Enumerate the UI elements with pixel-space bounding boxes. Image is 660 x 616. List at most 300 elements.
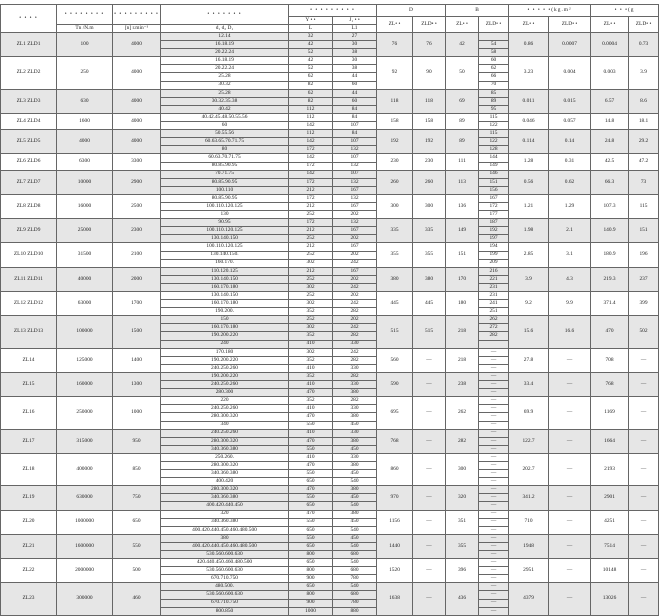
b-zld-cell: — [479,421,509,429]
d-zld-cell: 118 [413,89,446,113]
mass-zl-cell: 4251 [591,510,629,534]
torque-cell: 1600 [57,113,113,129]
bore-cell: 420.440.450.460.480.500 [161,559,289,567]
mass-zl-cell: 470 [591,316,629,348]
model-cell: ZL6 ZLD6 [1,154,57,170]
length-l1-cell: 132 [333,178,377,186]
length-l-cell: 470 [289,486,333,494]
b-zld-cell: 192 [479,227,509,235]
length-l-cell: 112 [289,113,333,121]
length-l-cell: 142 [289,122,333,130]
b-zl-cell: 89 [446,130,479,154]
torque-cell: 2000000 [57,559,113,583]
table-row [1,194,659,202]
table-row [1,33,659,41]
bore-cell: 220 [161,397,289,405]
length-l-cell: 82 [289,81,333,89]
speed-cell: 500 [113,559,161,583]
inertia-zld-cell: — [549,348,591,372]
table-row [1,429,659,437]
length-l1-cell: 242 [333,283,377,291]
model-cell: ZL16 [1,397,57,429]
bore-cell: 280.300.320 [161,486,289,494]
coupling-spec-table [0,4,659,616]
b-zld-cell: — [479,583,509,591]
mass-zl-cell: 24.8 [591,130,629,154]
length-l1-cell: 242 [333,348,377,356]
b-zld-cell: 262 [479,316,509,324]
length-l1-cell: 132 [333,146,377,154]
d-zl-cell: 560 [377,348,413,372]
table-body [1,33,659,616]
torque-header: • • • • • • • • [57,5,113,25]
mass-zl-cell: 107.3 [591,194,629,218]
length-l1-cell: 880 [333,607,377,615]
b-zld-cell: — [479,413,509,421]
inertia-zl-cell: 27.8 [509,348,549,372]
inertia-zl-cell: 1.21 [509,194,549,218]
mass-zl-cell: 371.4 [591,292,629,316]
model-cell: ZL11 ZLD11 [1,267,57,291]
table-row [1,292,659,300]
torque-cell: 300000 [57,583,113,615]
speed-cell: 1000 [113,397,161,429]
b-zld-cell: — [479,356,509,364]
bore-cell: 150 [161,316,289,324]
length-l1-cell: 450 [333,445,377,453]
b-zl-cell: 282 [446,429,479,453]
b-zld-cell: 167 [479,194,509,202]
length-l-cell: 900 [289,575,333,583]
mass-zld-header: ZLD• • [629,17,659,33]
length-l1-cell: 780 [333,599,377,607]
length-l-cell: 252 [289,251,333,259]
mass-zld-cell: 151 [629,219,659,243]
length-l-cell: 550 [289,534,333,542]
length-l-cell: 252 [289,211,333,219]
length-l-cell: 352 [289,397,333,405]
torque-cell: 125000 [57,348,113,372]
speed-cell: 1300 [113,372,161,396]
b-zl-cell: 300 [446,453,479,485]
mass-zl-cell: 2193 [591,453,629,485]
mass-zl-cell: 768 [591,372,629,396]
b-zld-cell: 146 [479,170,509,178]
bore-cell: 100.110.120.125 [161,243,289,251]
length-l-cell: 112 [289,130,333,138]
model-cell: ZL19 [1,486,57,510]
d-zl-cell: 300 [377,194,413,218]
length-l1-cell: 38 [333,49,377,57]
bore-cell: 110.120.125 [161,267,289,275]
b-zld-cell: 60 [479,57,509,65]
b-zld-cell: — [479,461,509,469]
length-l-cell: 172 [289,219,333,227]
table-row [1,453,659,461]
inertia-zld-cell: — [549,559,591,583]
b-zld-cell: 115 [479,113,509,121]
length-l1-cell: 107 [333,138,377,146]
inertia-zld-cell: — [549,453,591,485]
mass-zl-cell: 0.0004 [591,33,629,57]
bore-cell: 160.170.180 [161,283,289,291]
speed-cell: 550 [113,534,161,558]
torque-cell: 1000000 [57,510,113,534]
speed-cell: 950 [113,429,161,453]
model-cell: ZL2 ZLD2 [1,57,57,89]
d-zl-cell: 1156 [377,510,413,534]
b-zl-cell: 436 [446,583,479,615]
table-row [1,348,659,356]
b-zld-cell: — [479,486,509,494]
b-zld-cell: 70 [479,81,509,89]
length-l-cell: 252 [289,275,333,283]
d-zl-cell: 118 [377,89,413,113]
length-l-cell: 62 [289,73,333,81]
torque-cell: 16000 [57,194,113,218]
speed-cell: 750 [113,486,161,510]
model-cell: ZL1 ZLD1 [1,33,57,57]
mass-zld-cell: — [629,397,659,429]
speed-header: • • • • • • • • • [113,5,161,25]
model-cell: ZL18 [1,453,57,485]
length-l-cell: 142 [289,138,333,146]
inertia-zl-cell: 33.4 [509,372,549,396]
b-zld-cell: 95 [479,105,509,113]
model-cell: ZL3 ZLD3 [1,89,57,113]
b-zld-cell: 177 [479,211,509,219]
length-l-cell: 650 [289,526,333,534]
b-zl-cell: 238 [446,372,479,396]
mass-zl-cell: 13026 [591,583,629,615]
b-zld-cell: — [479,478,509,486]
length-l1-cell: 202 [333,275,377,283]
d-zl-cell: 1440 [377,534,413,558]
length-l-cell: 172 [289,194,333,202]
b-zld-cell: 122 [479,138,509,146]
d-zld-cell: — [413,453,446,485]
d-zl-cell: 445 [377,292,413,316]
inertia-zl-cell: 0.046 [509,113,549,129]
bore-cell: 240.250.260 [161,364,289,372]
inertia-zl-cell: 0.011 [509,89,549,113]
d-zl-cell: 768 [377,429,413,453]
inertia-zld-cell: 0.0007 [549,33,591,57]
length-l-cell: 172 [289,162,333,170]
length-l-cell: 550 [289,470,333,478]
torque-cell: 25000 [57,219,113,243]
torque-cell: 6300 [57,154,113,170]
bore-cell: 130.140.150 [161,235,289,243]
length-l1-cell: 132 [333,219,377,227]
d-header: D [377,5,446,17]
mass-zl-cell: 708 [591,348,629,372]
inertia-zld-cell: 0.057 [549,113,591,129]
inertia-zld-cell: 16.6 [549,316,591,348]
length-l1-cell: 330 [333,429,377,437]
length-l-cell: 550 [289,421,333,429]
d-zld-cell: 335 [413,219,446,243]
table-row [1,267,659,275]
b-zld-cell: — [479,348,509,356]
bore-cell: 240 [161,340,289,348]
bore-cell: 160.170.180 [161,324,289,332]
inertia-zld-cell: — [549,397,591,429]
length-l1-cell: 30 [333,57,377,65]
bore-cell: 100.110.120.125 [161,202,289,210]
b-zl-cell: 180 [446,292,479,316]
mass-zld-cell: 502 [629,316,659,348]
mass-zl-cell: 140.9 [591,219,629,243]
length-l1-cell: 540 [333,542,377,550]
speed-cell: 1500 [113,316,161,348]
b-zld-cell: — [479,453,509,461]
inertia-zl-cell: 2951 [509,559,549,583]
table-row [1,154,659,162]
d-zl-cell: 860 [377,453,413,485]
inertia-zld-cell: 2.1 [549,219,591,243]
b-zl-cell: 111 [446,154,479,170]
model-header: • • • • [1,5,57,33]
table-row [1,316,659,324]
torque-cell: 40000 [57,267,113,291]
d-zl-header: ZL• • [377,17,413,33]
b-zld-cell: 85 [479,89,509,97]
mass-zl-cell: 6.57 [591,89,629,113]
b-zld-cell: — [479,494,509,502]
model-cell: ZL8 ZLD8 [1,194,57,218]
table-row [1,130,659,138]
length-l-cell: 62 [289,89,333,97]
table-row [1,170,659,178]
b-zld-cell: 144 [479,154,509,162]
model-cell: ZL13 ZLD13 [1,316,57,348]
bore-cell: 160.170. [161,259,289,267]
speed-cell: 2900 [113,170,161,194]
length-l-cell: 470 [289,461,333,469]
bore-cell: 530.560.600.630 [161,551,289,559]
length-l1-cell: 84 [333,105,377,113]
mass-zld-cell: 18.1 [629,113,659,129]
length-l-cell: 800 [289,551,333,559]
mass-zld-cell: — [629,510,659,534]
bore-cell: 100.110 [161,186,289,194]
bore-cell: 20.22.24 [161,65,289,73]
inertia-zld-cell: 0.31 [549,154,591,170]
b-zld-cell: — [479,599,509,607]
bore-sub-header: d₁ d₂ D₁ [161,25,289,33]
d-zld-cell: — [413,510,446,534]
d-zld-cell: 355 [413,243,446,267]
table-row [1,219,659,227]
b-zld-cell: 221 [479,275,509,283]
length-l1-cell: 44 [333,89,377,97]
b-zl-cell: 170 [446,267,479,291]
bore-cell: 70.71.75 [161,170,289,178]
speed-cell: 2100 [113,243,161,267]
length-l1-cell: 282 [333,397,377,405]
d-zl-cell: 355 [377,243,413,267]
b-zld-cell: 251 [479,308,509,316]
b-zl-cell: 149 [446,219,479,243]
b-zld-cell: — [479,575,509,583]
inertia-zl-cell: 122.7 [509,429,549,453]
b-zld-cell [479,33,509,41]
table-row [1,559,659,567]
speed-cell: 460 [113,583,161,615]
length-l1-cell: 242 [333,259,377,267]
mass-zl-cell: 7514 [591,534,629,558]
length-l-cell: 352 [289,356,333,364]
model-cell: ZL7 ZLD7 [1,170,57,194]
torque-cell: 630000 [57,486,113,510]
torque-cell: 315000 [57,429,113,453]
bore-cell: 40.42.45.48.50.55.56 [161,113,289,121]
torque-cell: 400000 [57,453,113,485]
length-l1-cell: 202 [333,235,377,243]
length-l-cell: 550 [289,494,333,502]
d-zl-cell: 1638 [377,583,413,615]
bore-cell: 25.28 [161,73,289,81]
inertia-zl-cell: 1948 [509,534,549,558]
b-zld-cell: 122 [479,122,509,130]
len-y-header: Y • • [289,17,333,25]
length-l-cell: 410 [289,364,333,372]
speed-cell: 3300 [113,154,161,170]
d-zld-cell: 445 [413,292,446,316]
length-l1-cell: 60 [333,81,377,89]
b-zld-cell: — [479,429,509,437]
bore-cell: 280.300 [161,389,289,397]
b-zld-cell: — [479,559,509,567]
length-l1-cell: 242 [333,300,377,308]
b-zld-cell: — [479,445,509,453]
mass-zld-cell: 73 [629,170,659,194]
length-l-cell: 470 [289,413,333,421]
bore-cell: 250.260. [161,453,289,461]
inertia-zld-cell: 0.14 [549,130,591,154]
d-zld-header: ZLD• • [413,17,446,33]
mass-zl-cell: 1664 [591,429,629,453]
b-zl-cell: 320 [446,486,479,510]
inertia-zl-cell: 0.114 [509,130,549,154]
len-j-header: J₁ • • [333,17,377,25]
length-l-cell: 302 [289,324,333,332]
inertia-zl-cell: 0.56 [509,170,549,194]
inertia-zl-cell: 3.23 [509,57,549,89]
mass-zld-cell: 237 [629,267,659,291]
length-l-cell: 302 [289,259,333,267]
length-l1-cell: 450 [333,534,377,542]
bore-cell: 60.63.70.71.75 [161,154,289,162]
d-zld-cell: 380 [413,267,446,291]
bore-cell: 90.95 [161,219,289,227]
b-zl-cell: 42 [446,33,479,57]
torque-cell: 630 [57,89,113,113]
mass-zld-cell: 47.2 [629,154,659,170]
d-zl-cell: 1520 [377,559,413,583]
bore-cell: 170.180 [161,348,289,356]
torque-cell: 100000 [57,316,113,348]
d-zl-cell: 515 [377,316,413,348]
b-zld-cell: — [479,470,509,478]
length-l-cell: 112 [289,105,333,113]
length-l1-cell: 282 [333,332,377,340]
length-l-cell: 212 [289,227,333,235]
d-zld-cell: 90 [413,57,446,89]
length-l-cell: 352 [289,308,333,316]
mass-zld-cell: — [629,583,659,615]
length-l1-cell: 780 [333,575,377,583]
bore-cell: 340 [161,421,289,429]
length-l1-cell: 107 [333,122,377,130]
length-l1-cell: 27 [333,33,377,41]
inertia-zld-cell: 4.3 [549,267,591,291]
b-zl-cell: 218 [446,316,479,348]
d-zl-cell: 76 [377,33,413,57]
length-l-cell: 800 [289,567,333,575]
length-l1-cell: 44 [333,73,377,81]
inertia-zl-cell: 2.85 [509,243,549,267]
bore-cell: 280.300.320 [161,437,289,445]
bore-cell: 400.420.440.450 [161,502,289,510]
inertia-zl-cell: 4379 [509,583,549,615]
inertia-zl-cell: 341.2 [509,486,549,510]
mass-zld-cell: 115 [629,194,659,218]
torque-cell: 31500 [57,243,113,267]
table-row [1,113,659,121]
length-l-cell: 142 [289,154,333,162]
b-zld-cell: — [479,405,509,413]
bore-cell: 130.140.150 [161,292,289,300]
length-l1-cell: 107 [333,170,377,178]
inertia-zl-cell: 202.7 [509,453,549,485]
mass-zl-cell: 219.3 [591,267,629,291]
d-zl-cell: 192 [377,130,413,154]
mass-zl-cell: 2901 [591,486,629,510]
speed-cell: 4000 [113,130,161,154]
length-l-cell: 470 [289,437,333,445]
bore-cell: 190.200.220 [161,356,289,364]
bore-cell: 80.85.90.95 [161,162,289,170]
b-zld-cell: — [479,518,509,526]
length-l1-cell: 540 [333,583,377,591]
mass-zld-cell: — [629,453,659,485]
length-l-cell: 650 [289,559,333,567]
bore-cell: 400.420 [161,478,289,486]
length-l1-cell: 330 [333,340,377,348]
length-l-cell: 650 [289,478,333,486]
length-l-cell: 212 [289,202,333,210]
model-cell: ZL15 [1,372,57,396]
bore-cell: 480.500. [161,583,289,591]
d-zl-cell: 590 [377,372,413,396]
torque-cell: 160000 [57,372,113,396]
bore-cell: 60.63.65.70.71.75 [161,138,289,146]
length-l1-cell: 282 [333,372,377,380]
b-zld-cell: 231 [479,292,509,300]
b-zld-cell: 241 [479,300,509,308]
d-zld-cell: 300 [413,194,446,218]
b-zld-cell: 62 [479,65,509,73]
length-l-cell: 142 [289,170,333,178]
bore-cell: 240.250.260 [161,429,289,437]
b-zld-cell: 54 [479,41,509,49]
length-l1-cell: 282 [333,356,377,364]
length-l1-cell: 450 [333,421,377,429]
bore-cell: 380 [161,534,289,542]
b-zld-cell: — [479,381,509,389]
